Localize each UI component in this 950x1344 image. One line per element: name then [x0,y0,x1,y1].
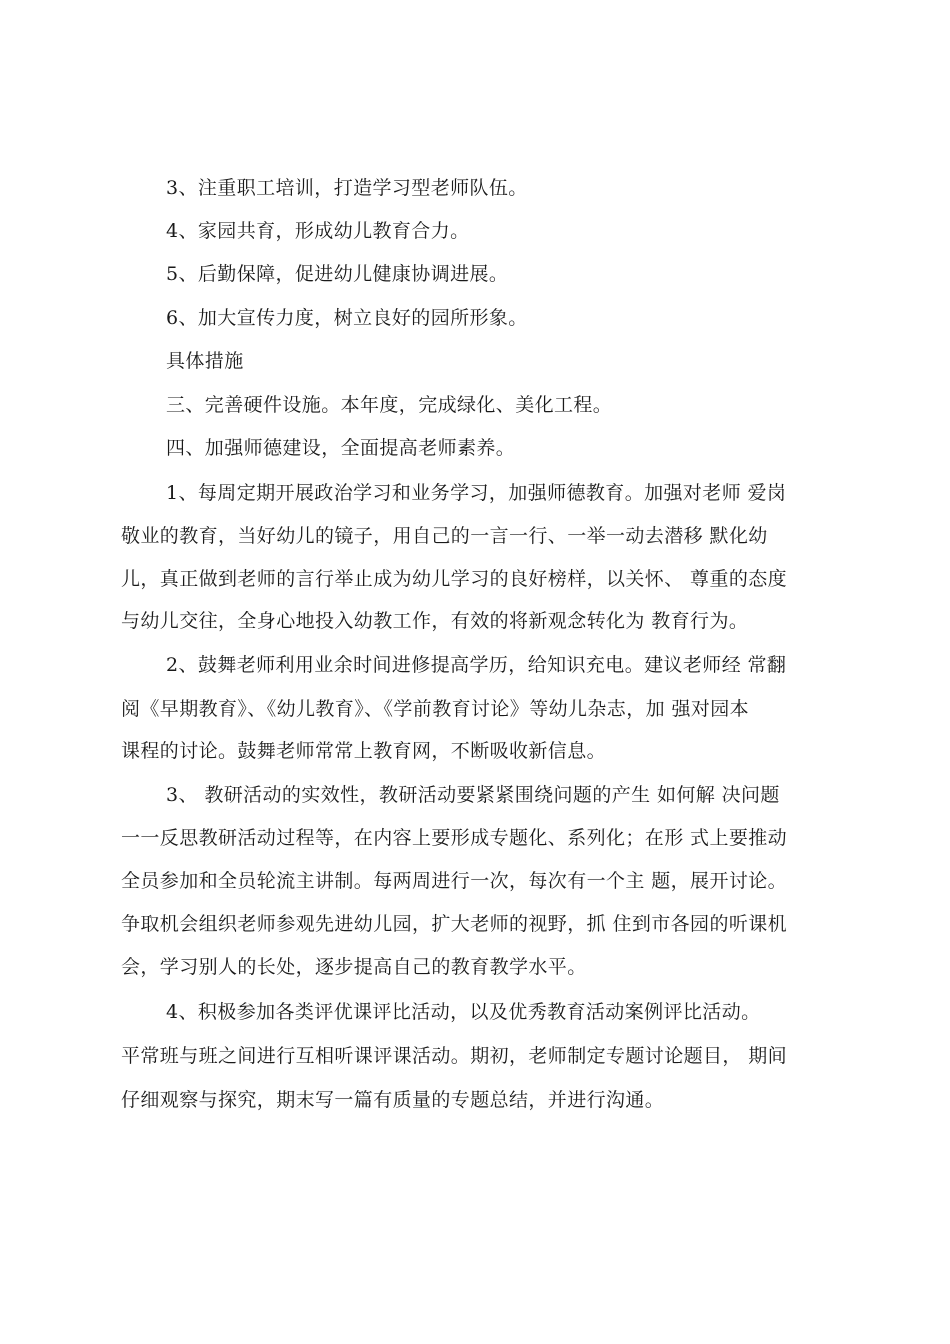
text-line: 5、后勤保障，促进幼儿健康协调进展。 [166,263,509,285]
text-line: 儿，真正做到老师的言行举止成为幼儿学习的良好榜样，以关怀、 尊重的态度 [121,568,788,590]
text-line: 全员参加和全员轮流主讲制。每两周进行一次，每次有一个主 题，展开讨论。 [121,870,788,892]
text-line: 2、鼓舞老师利用业余时间进修提高学历，给知识充电。建议老师经 常翻 [166,654,787,676]
text-line: 三、完善硬件设施。本年度，完成绿化、美化工程。 [166,394,613,416]
text-line: 与幼儿交往，全身心地投入幼教工作，有效的将新观念转化为 教育行为。 [121,610,749,632]
text-line: 一一反思教研活动过程等，在内容上要形成专题化、系列化；在形 式上要推动 [121,827,788,849]
text-line: 1、每周定期开展政治学习和业务学习，加强师德教育。加强对老师 爱岗 [166,482,787,504]
text-line: 3、注重职工培训，打造学习型老师队伍。 [166,177,528,199]
text-line: 仔细观察与探究，期末写一篇有质量的专题总结，并进行沟通。 [121,1089,665,1111]
text-line: 争取机会组织老师参观先进幼儿园，扩大老师的视野，抓 住到市各园的听课机 [121,913,788,935]
text-line: 4、家园共育，形成幼儿教育合力。 [166,220,470,242]
section-heading: 具体措施 [166,350,244,372]
text-line: 4、积极参加各类评优课评比活动，以及优秀教育活动案例评比活动。 [166,1001,761,1023]
text-line: 课程的讨论。鼓舞老师常常上教育网，不断吸收新信息。 [121,740,607,762]
text-line: 会，学习别人的长处，逐步提高自己的教育教学水平。 [121,956,587,978]
text-line: 四、加强师德建设，全面提高老师素养。 [166,437,516,459]
text-line: 3、 教研活动的实效性，教研活动要紧紧围绕问题的产生 如何解 决问题 [166,784,780,806]
text-line: 6、加大宣传力度，树立良好的园所形象。 [166,307,528,329]
text-line: 阅《早期教育》、《幼儿教育》、《学前教育讨论》等幼儿杂志，加 强对园本 [121,698,750,720]
text-line: 敬业的教育，当好幼儿的镜子，用自己的一言一行、一举一动去潜移 默化幼 [121,525,768,547]
text-line: 平常班与班之间进行互相听课评课活动。期初，老师制定专题讨论题目， 期间 [121,1045,788,1067]
